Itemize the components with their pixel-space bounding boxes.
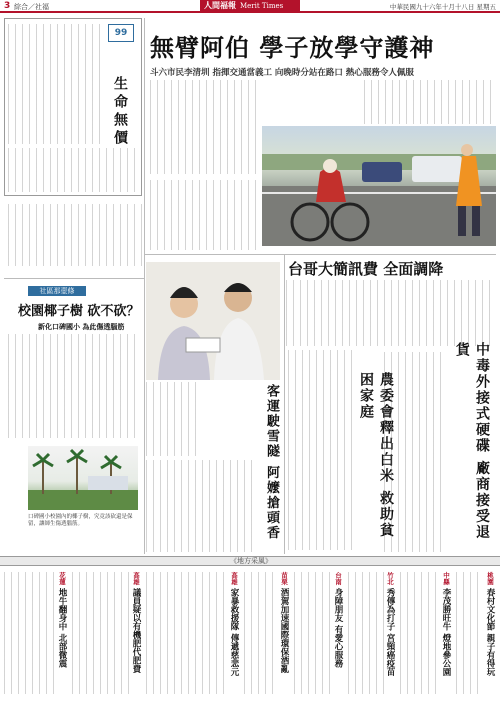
local-region: 中縣 xyxy=(442,572,450,585)
lead-story-text-3 xyxy=(364,80,496,124)
local-text xyxy=(244,572,278,694)
local-item xyxy=(348,572,396,697)
local-title: 李茂勝旺牛 燈地參公園 xyxy=(441,587,451,676)
left-column-text xyxy=(8,24,100,144)
local-title: 酒駕加速國際環保酒亂 xyxy=(279,587,289,673)
lead-story-text-1 xyxy=(150,80,260,174)
local-text xyxy=(456,572,484,694)
tunnel-intro-text xyxy=(146,382,202,456)
issue-date: 中華民國九十六年十月十八日 星期五 xyxy=(389,3,496,11)
column-rule xyxy=(144,18,145,554)
local-text xyxy=(146,572,228,694)
page-number: 3 xyxy=(4,1,11,11)
logo-en: Merit Times xyxy=(240,2,284,10)
left-lower-text xyxy=(8,204,142,266)
local-item xyxy=(244,572,290,697)
lead-photo xyxy=(262,126,496,246)
local-text xyxy=(294,572,332,694)
local-item xyxy=(72,572,142,697)
local-item xyxy=(146,572,240,697)
local-text xyxy=(72,572,130,694)
local-title: 地牛翻身中 北部微震 xyxy=(57,587,67,668)
local-title: 春村文化節 親子有得玩 xyxy=(485,587,495,676)
local-title: 秀傳為打子 宮頸癌疫苗 xyxy=(385,587,395,676)
column-rule xyxy=(4,278,144,279)
local-item xyxy=(4,572,68,697)
lead-story-text-2 xyxy=(150,180,260,250)
local-title: 議員疑以有機肥代肥費 xyxy=(131,587,141,673)
local-region: 高雄 xyxy=(132,572,140,585)
lead-headline: 無臂阿伯 學子放學守護神 xyxy=(150,33,435,62)
local-region: 桃園 xyxy=(486,572,494,585)
left-column-badge xyxy=(108,24,134,42)
badge-label: 99 xyxy=(114,28,128,38)
local-title: 家暴救援隊 傳遞慈悲元 xyxy=(229,587,239,676)
local-news-band xyxy=(0,556,500,566)
tunnel-text xyxy=(146,460,258,552)
local-region: 台南 xyxy=(334,572,342,585)
left-column-title: 生命無價 xyxy=(112,76,128,148)
column-rule xyxy=(144,254,496,255)
page-header xyxy=(0,0,500,13)
telecom-text xyxy=(286,280,496,346)
rice-text-1 xyxy=(288,350,352,550)
logo-cn: 人間福報 xyxy=(204,1,236,10)
local-region: 苗栗 xyxy=(280,572,288,585)
lead-subheadline: 斗六市民李清圳 指揮交通當義工 向晚時分站在路口 熱心服務令人佩服 xyxy=(150,68,414,78)
local-item xyxy=(294,572,344,697)
rice-text-2 xyxy=(384,352,442,552)
newspaper-logo xyxy=(200,0,300,12)
left-column-text-2 xyxy=(8,148,136,192)
local-news-band-label: 《地方采風》 xyxy=(230,557,272,565)
rice-headline: 農委會釋出白米 救助貧困家庭 xyxy=(358,372,394,539)
two-people-photo xyxy=(146,262,280,380)
local-item xyxy=(400,572,452,697)
local-region: 高雄 xyxy=(230,572,238,585)
local-item xyxy=(456,572,496,697)
section-label: 綜合／社福 xyxy=(14,3,49,11)
campus-subheadline: 新化口碑國小 為此傷透腦筋 xyxy=(38,323,125,331)
tunnel-headline: 客運駛雪隧 阿嬤搶頭香 xyxy=(264,384,279,541)
tunnel-photo xyxy=(146,262,280,380)
local-text xyxy=(4,572,56,694)
campus-tag: 社區那壺條 xyxy=(28,286,86,296)
column-rule xyxy=(284,254,285,554)
campus-headline: 校園椰子樹 砍不砍？ xyxy=(18,304,140,319)
local-region: 竹北 xyxy=(386,572,394,585)
campus-photo-caption: 口碑國小校園內的椰子樹，究竟該砍還是保留，讓師生傷透腦筋。 xyxy=(28,514,133,527)
local-text xyxy=(348,572,384,694)
local-text xyxy=(400,572,440,694)
campus-photo xyxy=(28,446,138,510)
poison-headline: 中毒外接式硬碟 廠商接受退貨 xyxy=(454,342,490,541)
local-title: 身障朋友 有愛心服務 xyxy=(333,587,343,668)
telecom-headline: 台哥大簡訊費 全面調降 xyxy=(288,260,444,278)
lead-photo-scene xyxy=(262,126,496,246)
local-region: 花蓮 xyxy=(58,572,66,585)
palm-tree-scene xyxy=(28,446,138,510)
campus-text xyxy=(8,334,140,438)
